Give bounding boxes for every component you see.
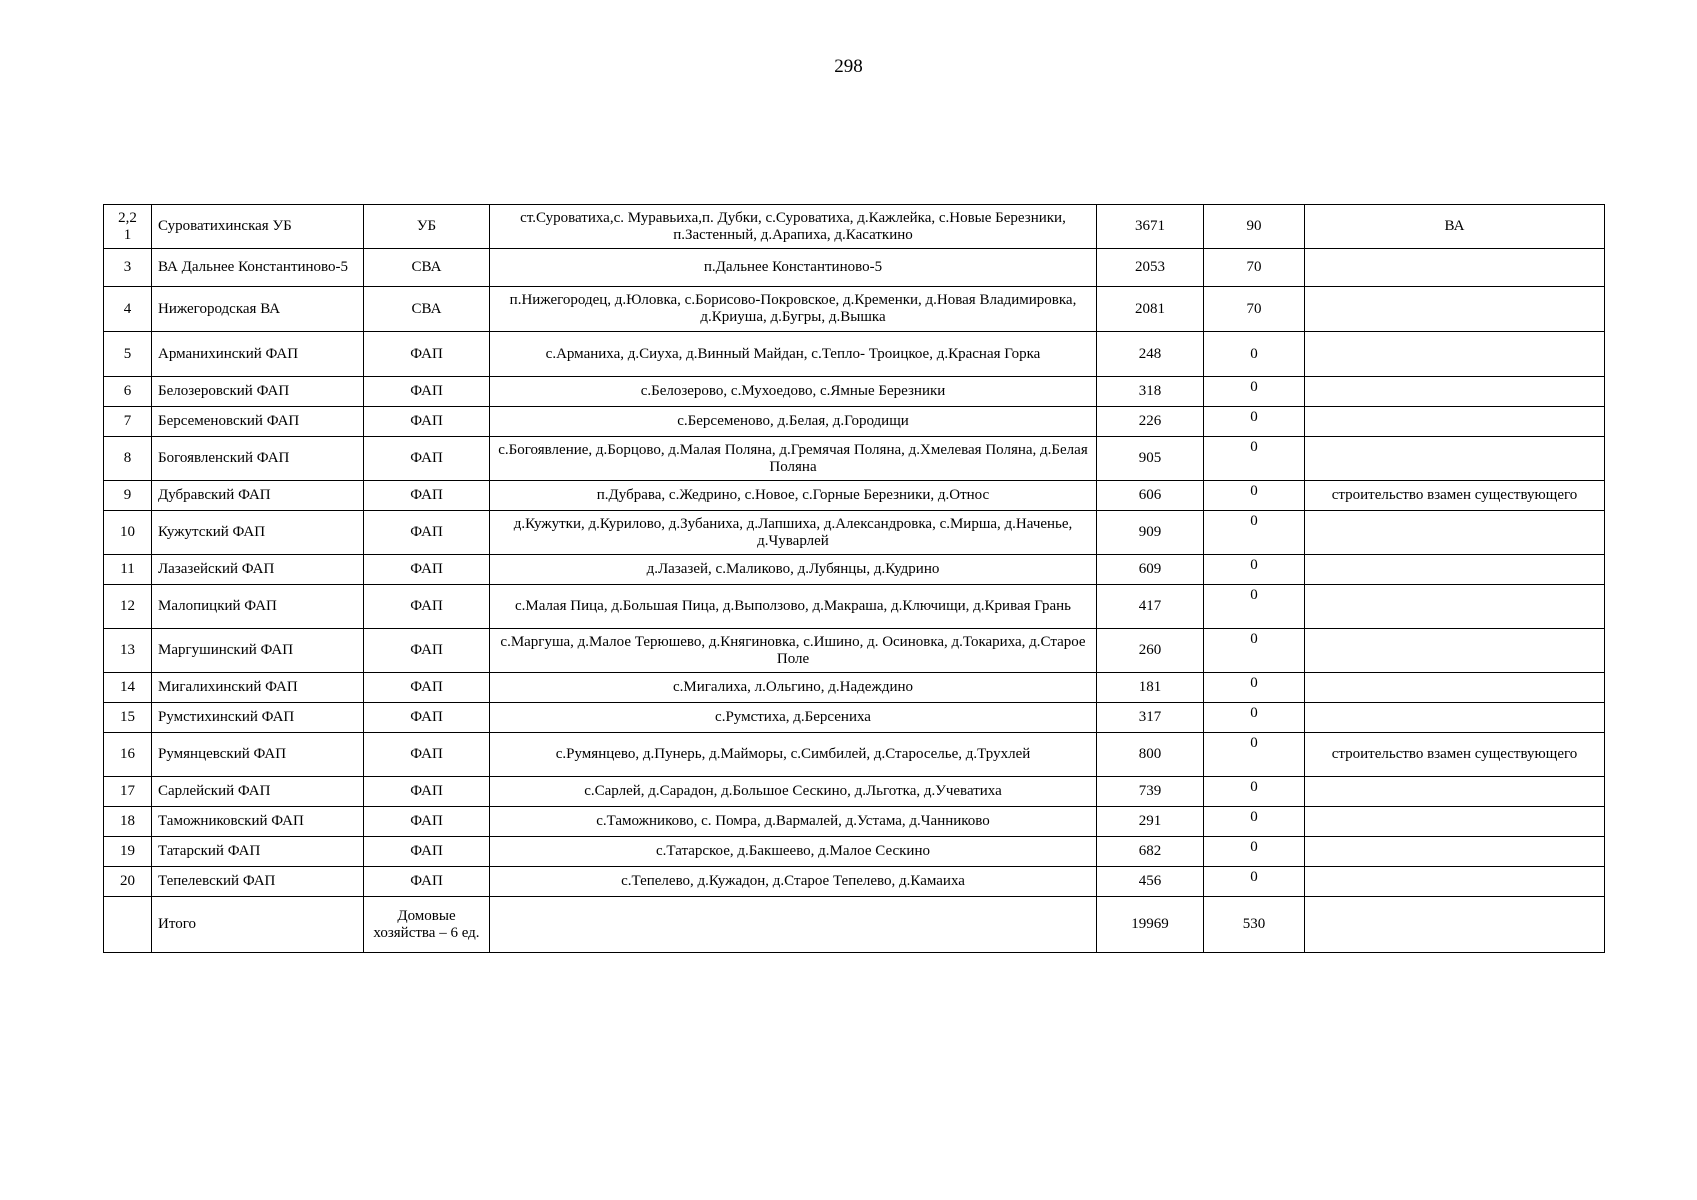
table-row [104, 867, 1605, 897]
cell-row-number: 3 [104, 249, 152, 287]
cell-facility-type: ФАП [364, 585, 490, 629]
cell-facility-name: Румянцевский ФАП [152, 733, 364, 777]
cell-note [1305, 437, 1605, 481]
cell-row-number: 12 [104, 585, 152, 629]
cell-distance: 70 [1204, 249, 1305, 287]
cell-facility-name: ВА Дальнее Константиново-5 [152, 249, 364, 287]
cell-facility-name: Лазазейский ФАП [152, 555, 364, 585]
cell-note [1305, 511, 1605, 555]
cell-service-area: с.Сарлей, д.Сарадон, д.Большое Сескино, д.Льготка, д.Учеватиха [490, 777, 1097, 807]
cell-facility-type: УБ [364, 205, 490, 249]
cell-distance: 0 [1204, 481, 1305, 511]
cell-service-area: с.Таможниково, с. Помра, д.Вармалей, д.Устама, д.Чанниково [490, 807, 1097, 837]
cell-population: 291 [1097, 807, 1204, 837]
total-facility-type: Домовые хозяйства – 6 ед. [364, 897, 490, 953]
cell-facility-type: ФАП [364, 481, 490, 511]
cell-row-number: 14 [104, 673, 152, 703]
cell-facility-type: ФАП [364, 733, 490, 777]
cell-note [1305, 777, 1605, 807]
table-row [104, 287, 1605, 332]
cell-population: 905 [1097, 437, 1204, 481]
table-row [104, 511, 1605, 555]
cell-population: 260 [1097, 629, 1204, 673]
cell-service-area: д.Кужутки, д.Курилово, д.Зубаниха, д.Лапшиха, д.Александровка, с.Мирша, д.Наченье, д.Чуварлей [490, 511, 1097, 555]
cell-distance: 70 [1204, 287, 1305, 332]
cell-row-number: 9 [104, 481, 152, 511]
cell-facility-name: Тепелевский ФАП [152, 867, 364, 897]
cell-row-number: 20 [104, 867, 152, 897]
cell-facility-type: ФАП [364, 332, 490, 377]
cell-note [1305, 703, 1605, 733]
cell-service-area: д.Лазазей, с.Маликово, д.Лубянцы, д.Кудрино [490, 555, 1097, 585]
cell-note [1305, 585, 1605, 629]
table-row [104, 703, 1605, 733]
cell-distance: 0 [1204, 673, 1305, 703]
cell-facility-type: ФАП [364, 673, 490, 703]
table-row [104, 555, 1605, 585]
total-note [1305, 897, 1605, 953]
cell-row-number: 18 [104, 807, 152, 837]
cell-row-number: 2,2 1 [104, 205, 152, 249]
table-row [104, 407, 1605, 437]
cell-population: 456 [1097, 867, 1204, 897]
table-row [104, 673, 1605, 703]
cell-facility-type: ФАП [364, 629, 490, 673]
cell-population: 3671 [1097, 205, 1204, 249]
cell-distance: 90 [1204, 205, 1305, 249]
cell-distance: 0 [1204, 332, 1305, 377]
page-number: 298 [834, 56, 863, 77]
cell-note [1305, 332, 1605, 377]
cell-facility-name: Румстихинский ФАП [152, 703, 364, 733]
cell-row-number: 16 [104, 733, 152, 777]
cell-distance: 0 [1204, 777, 1305, 807]
table-body [104, 205, 1605, 953]
cell-distance: 0 [1204, 407, 1305, 437]
cell-facility-name: Маргушинский ФАП [152, 629, 364, 673]
cell-service-area: с.Татарское, д.Бакшеево, д.Малое Сескино [490, 837, 1097, 867]
cell-facility-type: ФАП [364, 511, 490, 555]
cell-distance: 0 [1204, 377, 1305, 407]
cell-facility-type: ФАП [364, 837, 490, 867]
cell-distance: 0 [1204, 733, 1305, 777]
total-row-number [104, 897, 152, 953]
table-row [104, 733, 1605, 777]
cell-population: 248 [1097, 332, 1204, 377]
cell-service-area: с.Румстиха, д.Берсениха [490, 703, 1097, 733]
cell-facility-type: ФАП [364, 407, 490, 437]
total-population: 19969 [1097, 897, 1204, 953]
total-distance: 530 [1204, 897, 1305, 953]
table-row [104, 629, 1605, 673]
cell-population: 606 [1097, 481, 1204, 511]
cell-facility-type: ФАП [364, 555, 490, 585]
cell-service-area: с.Арманиха, д.Сиуха, д.Винный Майдан, с.Тепло- Троицкое, д.Красная Горка [490, 332, 1097, 377]
cell-note: ВА [1305, 205, 1605, 249]
cell-service-area: п.Дальнее Константиново-5 [490, 249, 1097, 287]
cell-note [1305, 867, 1605, 897]
cell-row-number: 7 [104, 407, 152, 437]
cell-row-number: 19 [104, 837, 152, 867]
table-row [104, 837, 1605, 867]
cell-population: 682 [1097, 837, 1204, 867]
cell-facility-name: Богоявленский ФАП [152, 437, 364, 481]
cell-population: 318 [1097, 377, 1204, 407]
cell-note: строительство взамен существующего [1305, 481, 1605, 511]
cell-service-area: с.Мигалиха, л.Ольгино, д.Надеждино [490, 673, 1097, 703]
cell-note [1305, 287, 1605, 332]
cell-facility-name: Мигалихинский ФАП [152, 673, 364, 703]
cell-note [1305, 673, 1605, 703]
cell-facility-type: СВА [364, 287, 490, 332]
cell-facility-type: ФАП [364, 777, 490, 807]
cell-service-area: с.Белозерово, с.Мухоедово, с.Ямные Березники [490, 377, 1097, 407]
cell-service-area: с.Тепелево, д.Кужадон, д.Старое Тепелево, д.Камаиха [490, 867, 1097, 897]
table-row [104, 249, 1605, 287]
cell-distance: 0 [1204, 629, 1305, 673]
cell-facility-name: Берсеменовский ФАП [152, 407, 364, 437]
cell-population: 739 [1097, 777, 1204, 807]
cell-row-number: 11 [104, 555, 152, 585]
cell-facility-name: Татарский ФАП [152, 837, 364, 867]
cell-facility-name: Кужутский ФАП [152, 511, 364, 555]
cell-facility-name: Таможниковский ФАП [152, 807, 364, 837]
cell-distance: 0 [1204, 437, 1305, 481]
cell-row-number: 10 [104, 511, 152, 555]
cell-population: 800 [1097, 733, 1204, 777]
cell-note [1305, 377, 1605, 407]
cell-facility-name: Дубравский ФАП [152, 481, 364, 511]
cell-note [1305, 555, 1605, 585]
table-row [104, 332, 1605, 377]
cell-facility-name: Суроватихинская УБ [152, 205, 364, 249]
cell-row-number: 4 [104, 287, 152, 332]
cell-row-number: 6 [104, 377, 152, 407]
table-row [104, 807, 1605, 837]
cell-row-number: 17 [104, 777, 152, 807]
table-row [104, 481, 1605, 511]
cell-service-area: с.Маргуша, д.Малое Терюшево, д.Княгиновка, с.Ишино, д. Осиновка, д.Токариха, д.Старое Поле [490, 629, 1097, 673]
cell-facility-name: Сарлейский ФАП [152, 777, 364, 807]
facilities-table [103, 204, 1605, 953]
cell-distance: 0 [1204, 867, 1305, 897]
cell-population: 417 [1097, 585, 1204, 629]
cell-population: 181 [1097, 673, 1204, 703]
cell-service-area: с.Берсеменово, д.Белая, д.Городищи [490, 407, 1097, 437]
cell-population: 2053 [1097, 249, 1204, 287]
cell-note [1305, 837, 1605, 867]
table-row [104, 437, 1605, 481]
cell-population: 609 [1097, 555, 1204, 585]
cell-facility-name: Белозеровский ФАП [152, 377, 364, 407]
cell-facility-name: Арманихинский ФАП [152, 332, 364, 377]
cell-facility-name: Малопицкий ФАП [152, 585, 364, 629]
table-row [104, 205, 1605, 249]
cell-note [1305, 407, 1605, 437]
cell-distance: 0 [1204, 703, 1305, 733]
cell-note [1305, 807, 1605, 837]
cell-facility-type: ФАП [364, 377, 490, 407]
cell-population: 909 [1097, 511, 1204, 555]
cell-service-area: ст.Суроватиха,с. Муравьиха,п. Дубки, с.Суроватиха, д.Кажлейка, с.Новые Березники, п.Застенный, д.Арапиха, д.Касаткино [490, 205, 1097, 249]
cell-row-number: 5 [104, 332, 152, 377]
cell-row-number: 13 [104, 629, 152, 673]
cell-distance: 0 [1204, 837, 1305, 867]
cell-distance: 0 [1204, 585, 1305, 629]
cell-facility-type: ФАП [364, 703, 490, 733]
cell-facility-type: ФАП [364, 437, 490, 481]
cell-facility-type: СВА [364, 249, 490, 287]
total-service-area [490, 897, 1097, 953]
table-row [104, 777, 1605, 807]
cell-population: 317 [1097, 703, 1204, 733]
cell-note [1305, 629, 1605, 673]
cell-facility-name: Нижегородская ВА [152, 287, 364, 332]
table-row [104, 585, 1605, 629]
cell-note [1305, 249, 1605, 287]
cell-distance: 0 [1204, 555, 1305, 585]
cell-note: строительство взамен существующего [1305, 733, 1605, 777]
cell-service-area: п.Нижегородец, д.Юловка, с.Борисово-Покровское, д.Кременки, д.Новая Владимировка, д.Криуша, д.Бугры, д.Вышка [490, 287, 1097, 332]
cell-facility-type: ФАП [364, 807, 490, 837]
cell-service-area: с.Богоявление, д.Борцово, д.Малая Поляна, д.Гремячая Поляна, д.Хмелевая Поляна, д.Белая Поляна [490, 437, 1097, 481]
cell-row-number: 8 [104, 437, 152, 481]
cell-distance: 0 [1204, 807, 1305, 837]
total-facility-name: Итого [152, 897, 364, 953]
cell-distance: 0 [1204, 511, 1305, 555]
cell-service-area: с.Румянцево, д.Пунерь, д.Майморы, с.Симбилей, д.Староселье, д.Трухлей [490, 733, 1097, 777]
table-row [104, 377, 1605, 407]
cell-service-area: п.Дубрава, с.Жедрино, с.Новое, с.Горные Березники, д.Относ [490, 481, 1097, 511]
cell-population: 226 [1097, 407, 1204, 437]
cell-facility-type: ФАП [364, 867, 490, 897]
cell-population: 2081 [1097, 287, 1204, 332]
total-row [104, 897, 1605, 953]
cell-row-number: 15 [104, 703, 152, 733]
cell-service-area: с.Малая Пица, д.Большая Пица, д.Выползово, д.Макраша, д.Ключищи, д.Кривая Грань [490, 585, 1097, 629]
